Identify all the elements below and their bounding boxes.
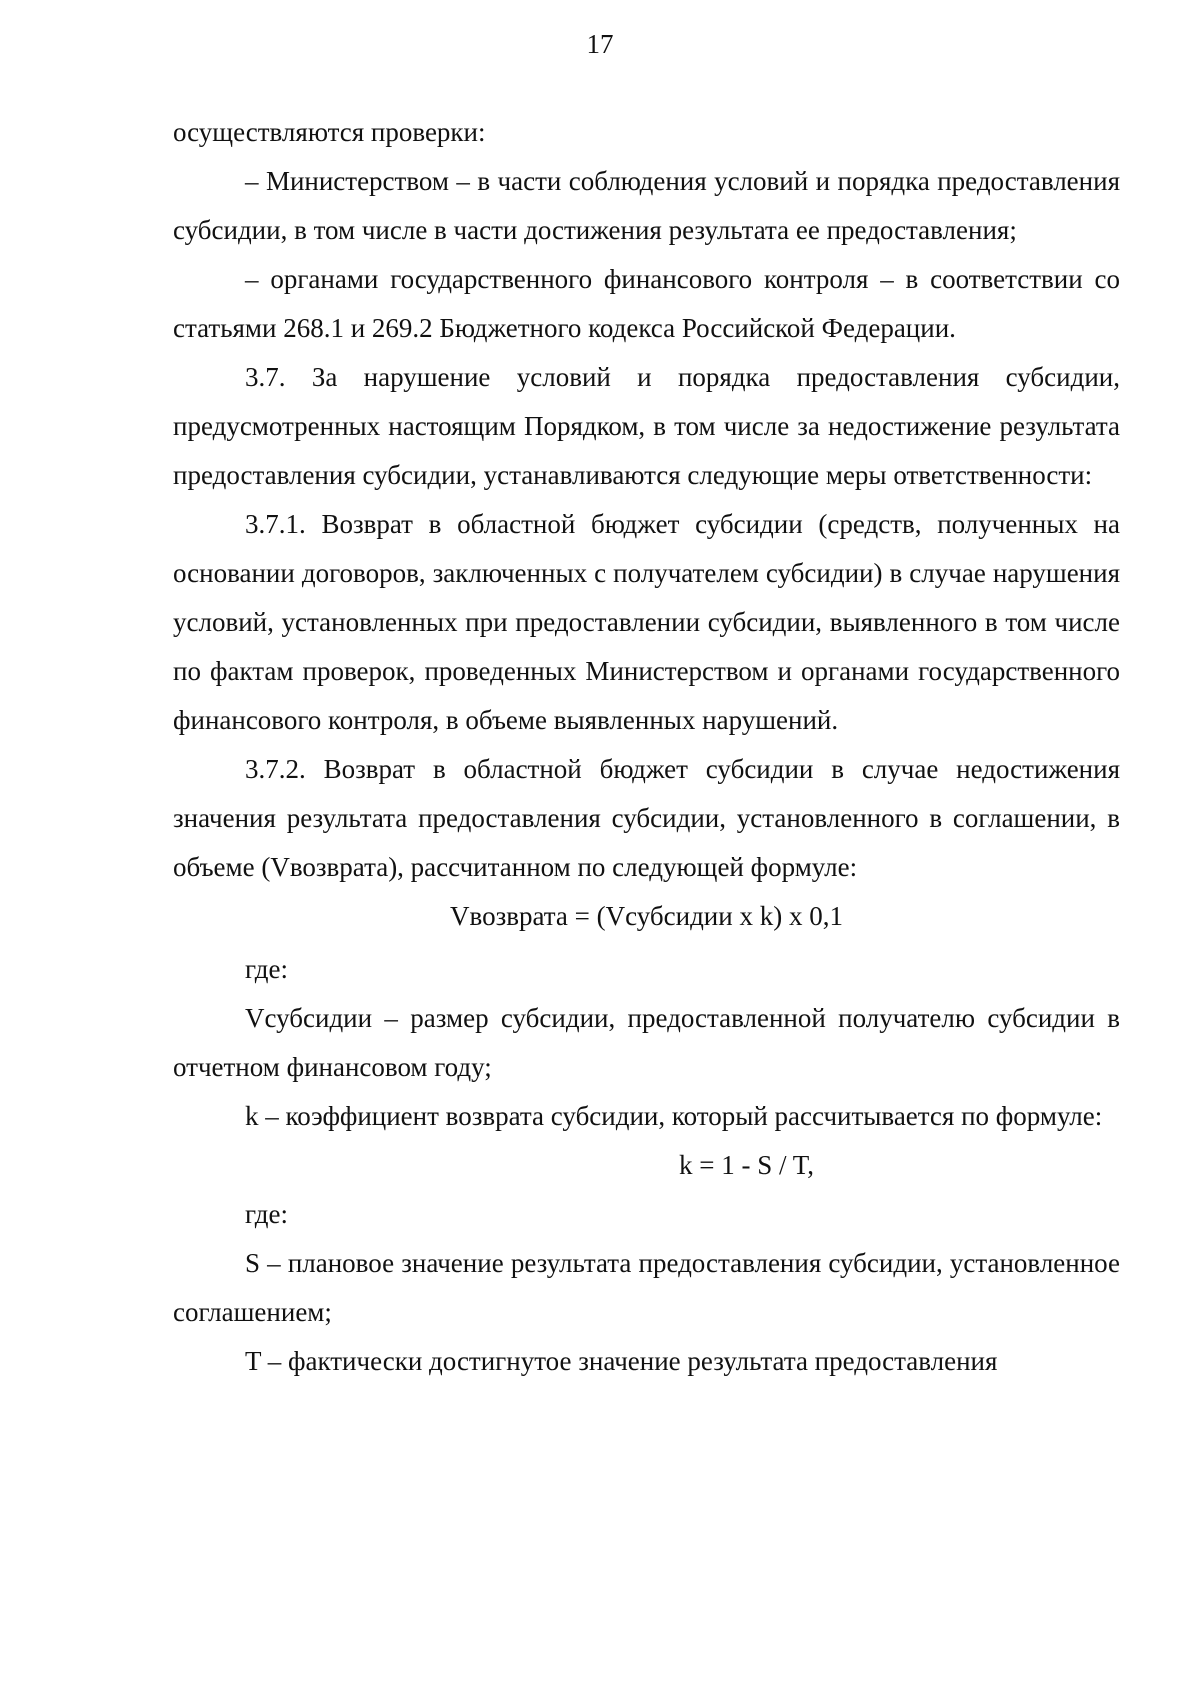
where-label: где: [245,954,288,984]
page-number: 17 [586,29,614,59]
formula-refund-volume: Vвозврата = (Vсубсидии x k) x 0,1 [450,901,843,931]
paragraph-financial-control: – органами государственного финансового контроля – в соответствии со статьями 268.1 и 269.2 Бюджетного кодекса Российской Федерации. [173,264,1120,343]
paragraph-s-planned: S – плановое значение результата предоставления субсидии, установленное соглашением; [173,1248,1120,1327]
paragraph-v-subsidy: Vсубсидии – размер субсидии, предоставленной получателю субсидии в отчетном финансовом году; [173,1003,1120,1082]
paragraph-3-7-2: 3.7.2. Возврат в областной бюджет субсидии в случае недостижения значения результата предоставления субсидии, установленного в соглашении, в объеме (Vвозврата), рассчитанном по следующей формуле: [173,754,1120,882]
paragraph-3-7-1: 3.7.1. Возврат в областной бюджет субсидии (средств, полученных на основании договоров, заключенных с получателем субсидии) в случае нарушения условий, установленных при предоставлении субсидии, выявленного в том числе по фактам проверок, проведенных Министерством и органами государственного финансового контроля, в объеме выявленных нарушений. [173,509,1120,735]
paragraph-3-7: 3.7. За нарушение условий и порядка предоставления субсидии, предусмотренных настоящим Порядком, в том числе за недостижение результата предоставления субсидии, устанавливаются следующие меры ответственности: [173,362,1120,490]
paragraph-ministry-checks: – Министерством – в части соблюдения условий и порядка предоставления субсидии, в том числе в части достижения результата ее предоставления; [173,166,1120,245]
paragraph-k-coefficient: k – коэффициент возврата субсидии, который рассчитывается по формуле: [245,1101,1103,1131]
where-label-2: где: [245,1199,288,1229]
paragraph-t-actual: T – фактически достигнутое значение результата предоставления [245,1346,998,1376]
paragraph-continuation: осуществляются проверки: [173,117,486,147]
document-body [173,108,1120,1386]
formula-k: k = 1 - S / T, [679,1150,814,1180]
